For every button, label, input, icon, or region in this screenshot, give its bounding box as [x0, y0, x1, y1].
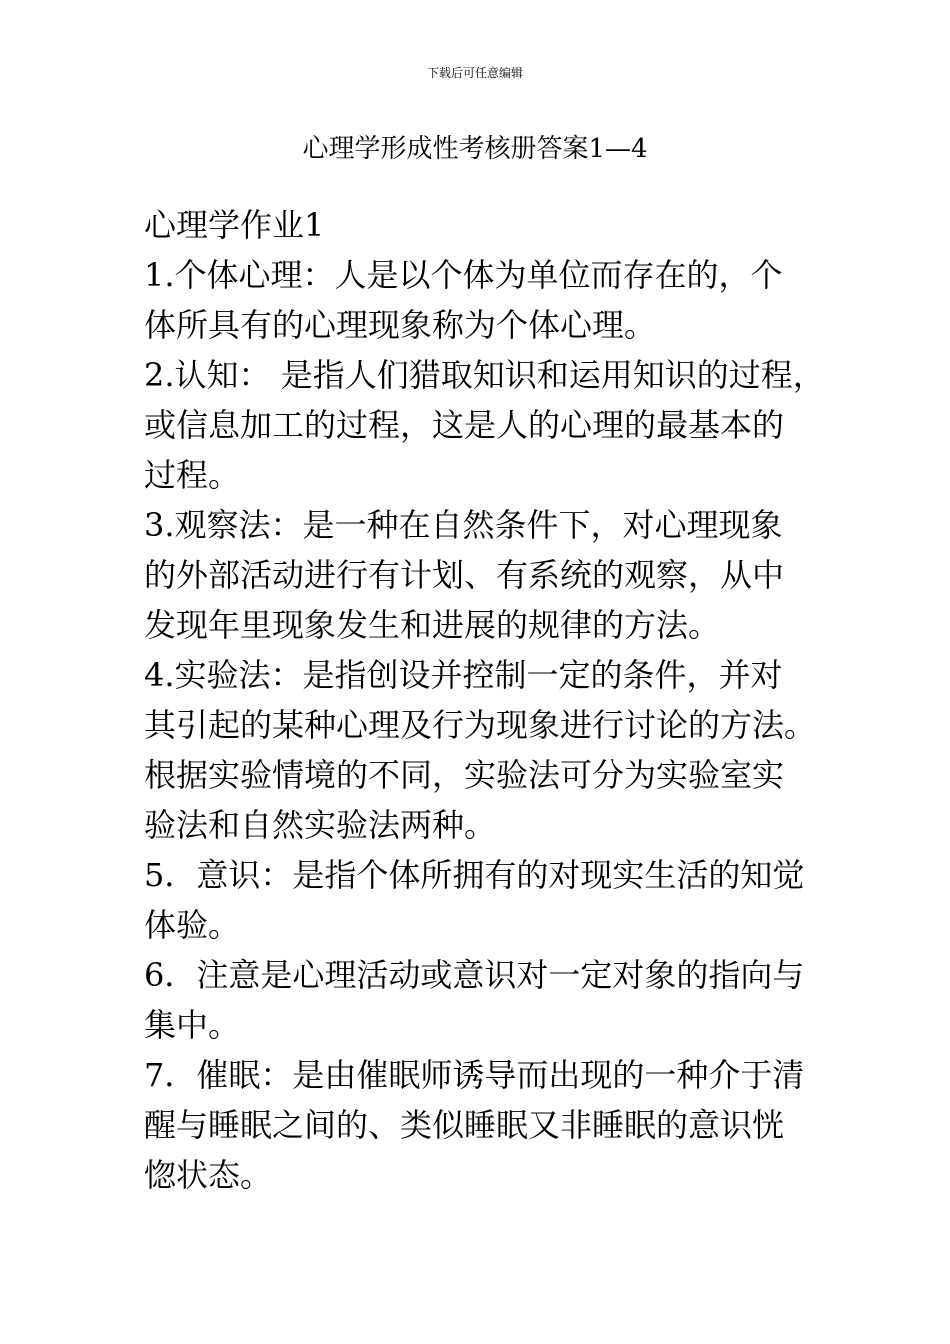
text-line: 5．意识：是指个体所拥有的对现实生活的知觉	[144, 856, 805, 894]
paragraph-2-cognition	[144, 350, 825, 500]
header-note: 下载后可任意编辑	[426, 66, 523, 80]
text-line: 体所具有的心理现象称为个体心理。	[144, 306, 657, 344]
text-line: 醒与睡眠之间的、类似睡眠又非睡眠的意识恍	[144, 1106, 785, 1144]
paragraph-4-experimental-method	[144, 650, 817, 850]
paragraph-7-hypnosis	[144, 1050, 812, 1200]
text-line: 惚状态。	[144, 1156, 273, 1194]
text-line: 的外部活动进行有计划、有系统的观察，从中	[144, 556, 785, 594]
text-line: 发现年里现象发生和进展的规律的方法。	[144, 606, 721, 644]
text-line: 其引起的某种心理及行为现象进行讨论的方法。	[144, 706, 817, 744]
text-line: 2.认知： 是指人们猎取知识和运用知识的过程，	[144, 356, 825, 394]
text-line: 7．催眠：是由催眠师诱导而出现的一种介于清	[144, 1056, 805, 1094]
document-title: 心理学形成性考核册答案1—4	[302, 134, 648, 164]
text-line: 集中。	[144, 1006, 241, 1044]
paragraph-6-attention	[144, 950, 812, 1050]
paragraph-3-observation-method	[144, 500, 812, 650]
text-line: 根据实验情境的不同，实验法可分为实验室实	[144, 756, 785, 794]
text-line: 验法和自然实验法两种。	[144, 806, 497, 844]
text-line: 6．注意是心理活动或意识对一定对象的指向与	[144, 956, 805, 994]
document-body	[144, 200, 825, 1200]
paragraph-5-consciousness	[144, 850, 812, 950]
text-line: 或信息加工的过程，这是人的心理的最基本的	[144, 406, 785, 444]
text-line: 4.实验法：是指创设并控制一定的条件，并对	[144, 656, 783, 694]
section-heading: 心理学作业1	[144, 206, 325, 244]
text-line: 3.观察法：是一种在自然条件下，对心理现象	[144, 506, 783, 544]
text-line: 过程。	[144, 456, 241, 494]
paragraph-1-individual-psychology	[144, 250, 812, 350]
text-line: 体验。	[144, 906, 241, 944]
text-line: 1.个体心理：人是以个体为单位而存在的，个	[144, 256, 783, 294]
